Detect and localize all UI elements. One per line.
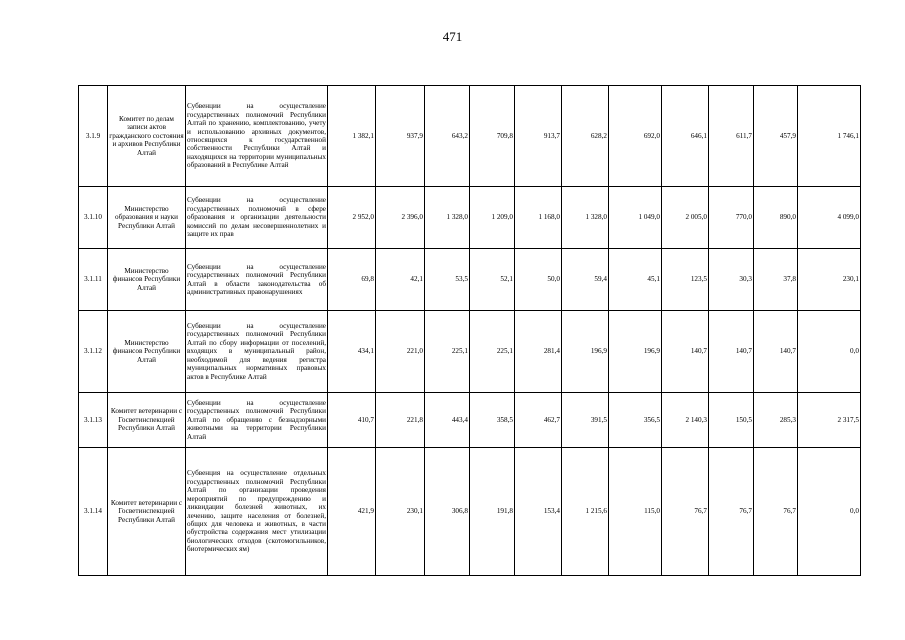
- row-value: 225,1: [470, 311, 515, 393]
- row-organization: Министерство финансов Республики Алтай: [108, 249, 186, 311]
- row-value: 421,9: [328, 448, 376, 576]
- table-row: [79, 311, 861, 393]
- row-value: 221,8: [376, 393, 425, 448]
- row-organization: Комитет ветеринарии с Госветинспекцией Республики Алтай: [108, 448, 186, 576]
- row-organization: Комитет ветеринарии с Госветинспекцией Республики Алтай: [108, 393, 186, 448]
- row-value: 76,7: [754, 448, 798, 576]
- row-value: 140,7: [709, 311, 754, 393]
- row-value: 123,5: [662, 249, 709, 311]
- row-value: 462,7: [515, 393, 562, 448]
- row-value: 221,0: [376, 311, 425, 393]
- row-value: 115,0: [609, 448, 662, 576]
- row-value: 191,8: [470, 448, 515, 576]
- row-value: 140,7: [662, 311, 709, 393]
- row-value: 285,3: [754, 393, 798, 448]
- row-description: Субвенция на осуществление отдельных государственных полномочий Республики Алтай по организации проведения мероприятий по предупреждению и ликвидации болезней животных, их лечению, защите населения от болезней, общих для человека и животных, в части обустройства содержания мест утилизации биологических отходов (скотомогильников, биотермических ям): [186, 448, 328, 576]
- row-value: 50,0: [515, 249, 562, 311]
- row-value: 1 746,1: [798, 86, 861, 187]
- row-value: 646,1: [662, 86, 709, 187]
- row-value: 358,5: [470, 393, 515, 448]
- row-value: 53,5: [425, 249, 470, 311]
- row-description: Субвенции на осуществление государственных полномочий Республики Алтай по сбору информации от поселений, входящих в муниципальный район, необходимой для ведения регистра муниципальных нормативных правовых актов в Республике Алтай: [186, 311, 328, 393]
- row-value: 457,9: [754, 86, 798, 187]
- table-row: [79, 393, 861, 448]
- row-value: 434,1: [328, 311, 376, 393]
- row-value: 150,5: [709, 393, 754, 448]
- row-value: 611,7: [709, 86, 754, 187]
- row-organization: Комитет по делам записи актов гражданского состояния и архивов Республики Алтай: [108, 86, 186, 187]
- row-value: 153,4: [515, 448, 562, 576]
- row-value: 37,8: [754, 249, 798, 311]
- row-code: 3.1.10: [79, 187, 108, 249]
- row-value: 1 168,0: [515, 187, 562, 249]
- row-value: 770,0: [709, 187, 754, 249]
- row-value: 1 209,0: [470, 187, 515, 249]
- row-code: 3.1.11: [79, 249, 108, 311]
- row-value: 76,7: [662, 448, 709, 576]
- table-row: [79, 249, 861, 311]
- row-code: 3.1.14: [79, 448, 108, 576]
- row-value: 2 396,0: [376, 187, 425, 249]
- row-value: 52,1: [470, 249, 515, 311]
- row-value: 196,9: [609, 311, 662, 393]
- row-code: 3.1.9: [79, 86, 108, 187]
- row-value: 628,2: [562, 86, 609, 187]
- row-value: 1 328,0: [562, 187, 609, 249]
- row-code: 3.1.13: [79, 393, 108, 448]
- row-value: 692,0: [609, 86, 662, 187]
- row-value: 937,9: [376, 86, 425, 187]
- row-organization: Министерство образования и науки Республики Алтай: [108, 187, 186, 249]
- row-organization: Министерство финансов Республики Алтай: [108, 311, 186, 393]
- row-value: 2 005,0: [662, 187, 709, 249]
- row-value: 4 099,0: [798, 187, 861, 249]
- subvention-table: [78, 85, 861, 576]
- row-value: 913,7: [515, 86, 562, 187]
- row-value: 0,0: [798, 311, 861, 393]
- row-value: 196,9: [562, 311, 609, 393]
- table-row: [79, 86, 861, 187]
- row-value: 69,8: [328, 249, 376, 311]
- row-value: 1 382,1: [328, 86, 376, 187]
- row-description: Субвенции на осуществление государственных полномочий Республики Алтай в области законодательства об административных правонарушениях: [186, 249, 328, 311]
- row-value: 2 952,0: [328, 187, 376, 249]
- row-value: 890,0: [754, 187, 798, 249]
- row-value: 2 140,3: [662, 393, 709, 448]
- row-description: Субвенции на осуществление государственных полномочий Республики Алтай по хранению, комплектованию, учету и использованию архивных документов, относящихся к государственной собственности Республики Алтай и находящихся на территории муниципальных образований в Республике Алтай: [186, 86, 328, 187]
- row-value: 59,4: [562, 249, 609, 311]
- row-code: 3.1.12: [79, 311, 108, 393]
- row-value: 1 215,6: [562, 448, 609, 576]
- row-value: 2 317,5: [798, 393, 861, 448]
- row-value: 709,8: [470, 86, 515, 187]
- row-value: 1 049,0: [609, 187, 662, 249]
- row-value: 443,4: [425, 393, 470, 448]
- row-value: 140,7: [754, 311, 798, 393]
- row-value: 76,7: [709, 448, 754, 576]
- row-value: 42,1: [376, 249, 425, 311]
- table-row: [79, 187, 861, 249]
- row-value: 45,1: [609, 249, 662, 311]
- table-body: [79, 86, 861, 576]
- table-row: [79, 448, 861, 576]
- row-value: 281,4: [515, 311, 562, 393]
- row-value: 230,1: [376, 448, 425, 576]
- row-value: 0,0: [798, 448, 861, 576]
- row-value: 356,5: [609, 393, 662, 448]
- page-number: 471: [442, 29, 463, 44]
- row-value: 1 328,0: [425, 187, 470, 249]
- row-value: 391,5: [562, 393, 609, 448]
- row-description: Субвенции на осуществление государственных полномочий в сфере образования и организации деятельности комиссий по делам несовершеннолетних и защите их прав: [186, 187, 328, 249]
- row-value: 230,1: [798, 249, 861, 311]
- row-value: 30,3: [709, 249, 754, 311]
- row-description: Субвенции на осуществление государственных полномочий Республики Алтай по обращению с безнадзорными животными на территории Республики Алтай: [186, 393, 328, 448]
- row-value: 410,7: [328, 393, 376, 448]
- row-value: 643,2: [425, 86, 470, 187]
- row-value: 225,1: [425, 311, 470, 393]
- row-value: 306,8: [425, 448, 470, 576]
